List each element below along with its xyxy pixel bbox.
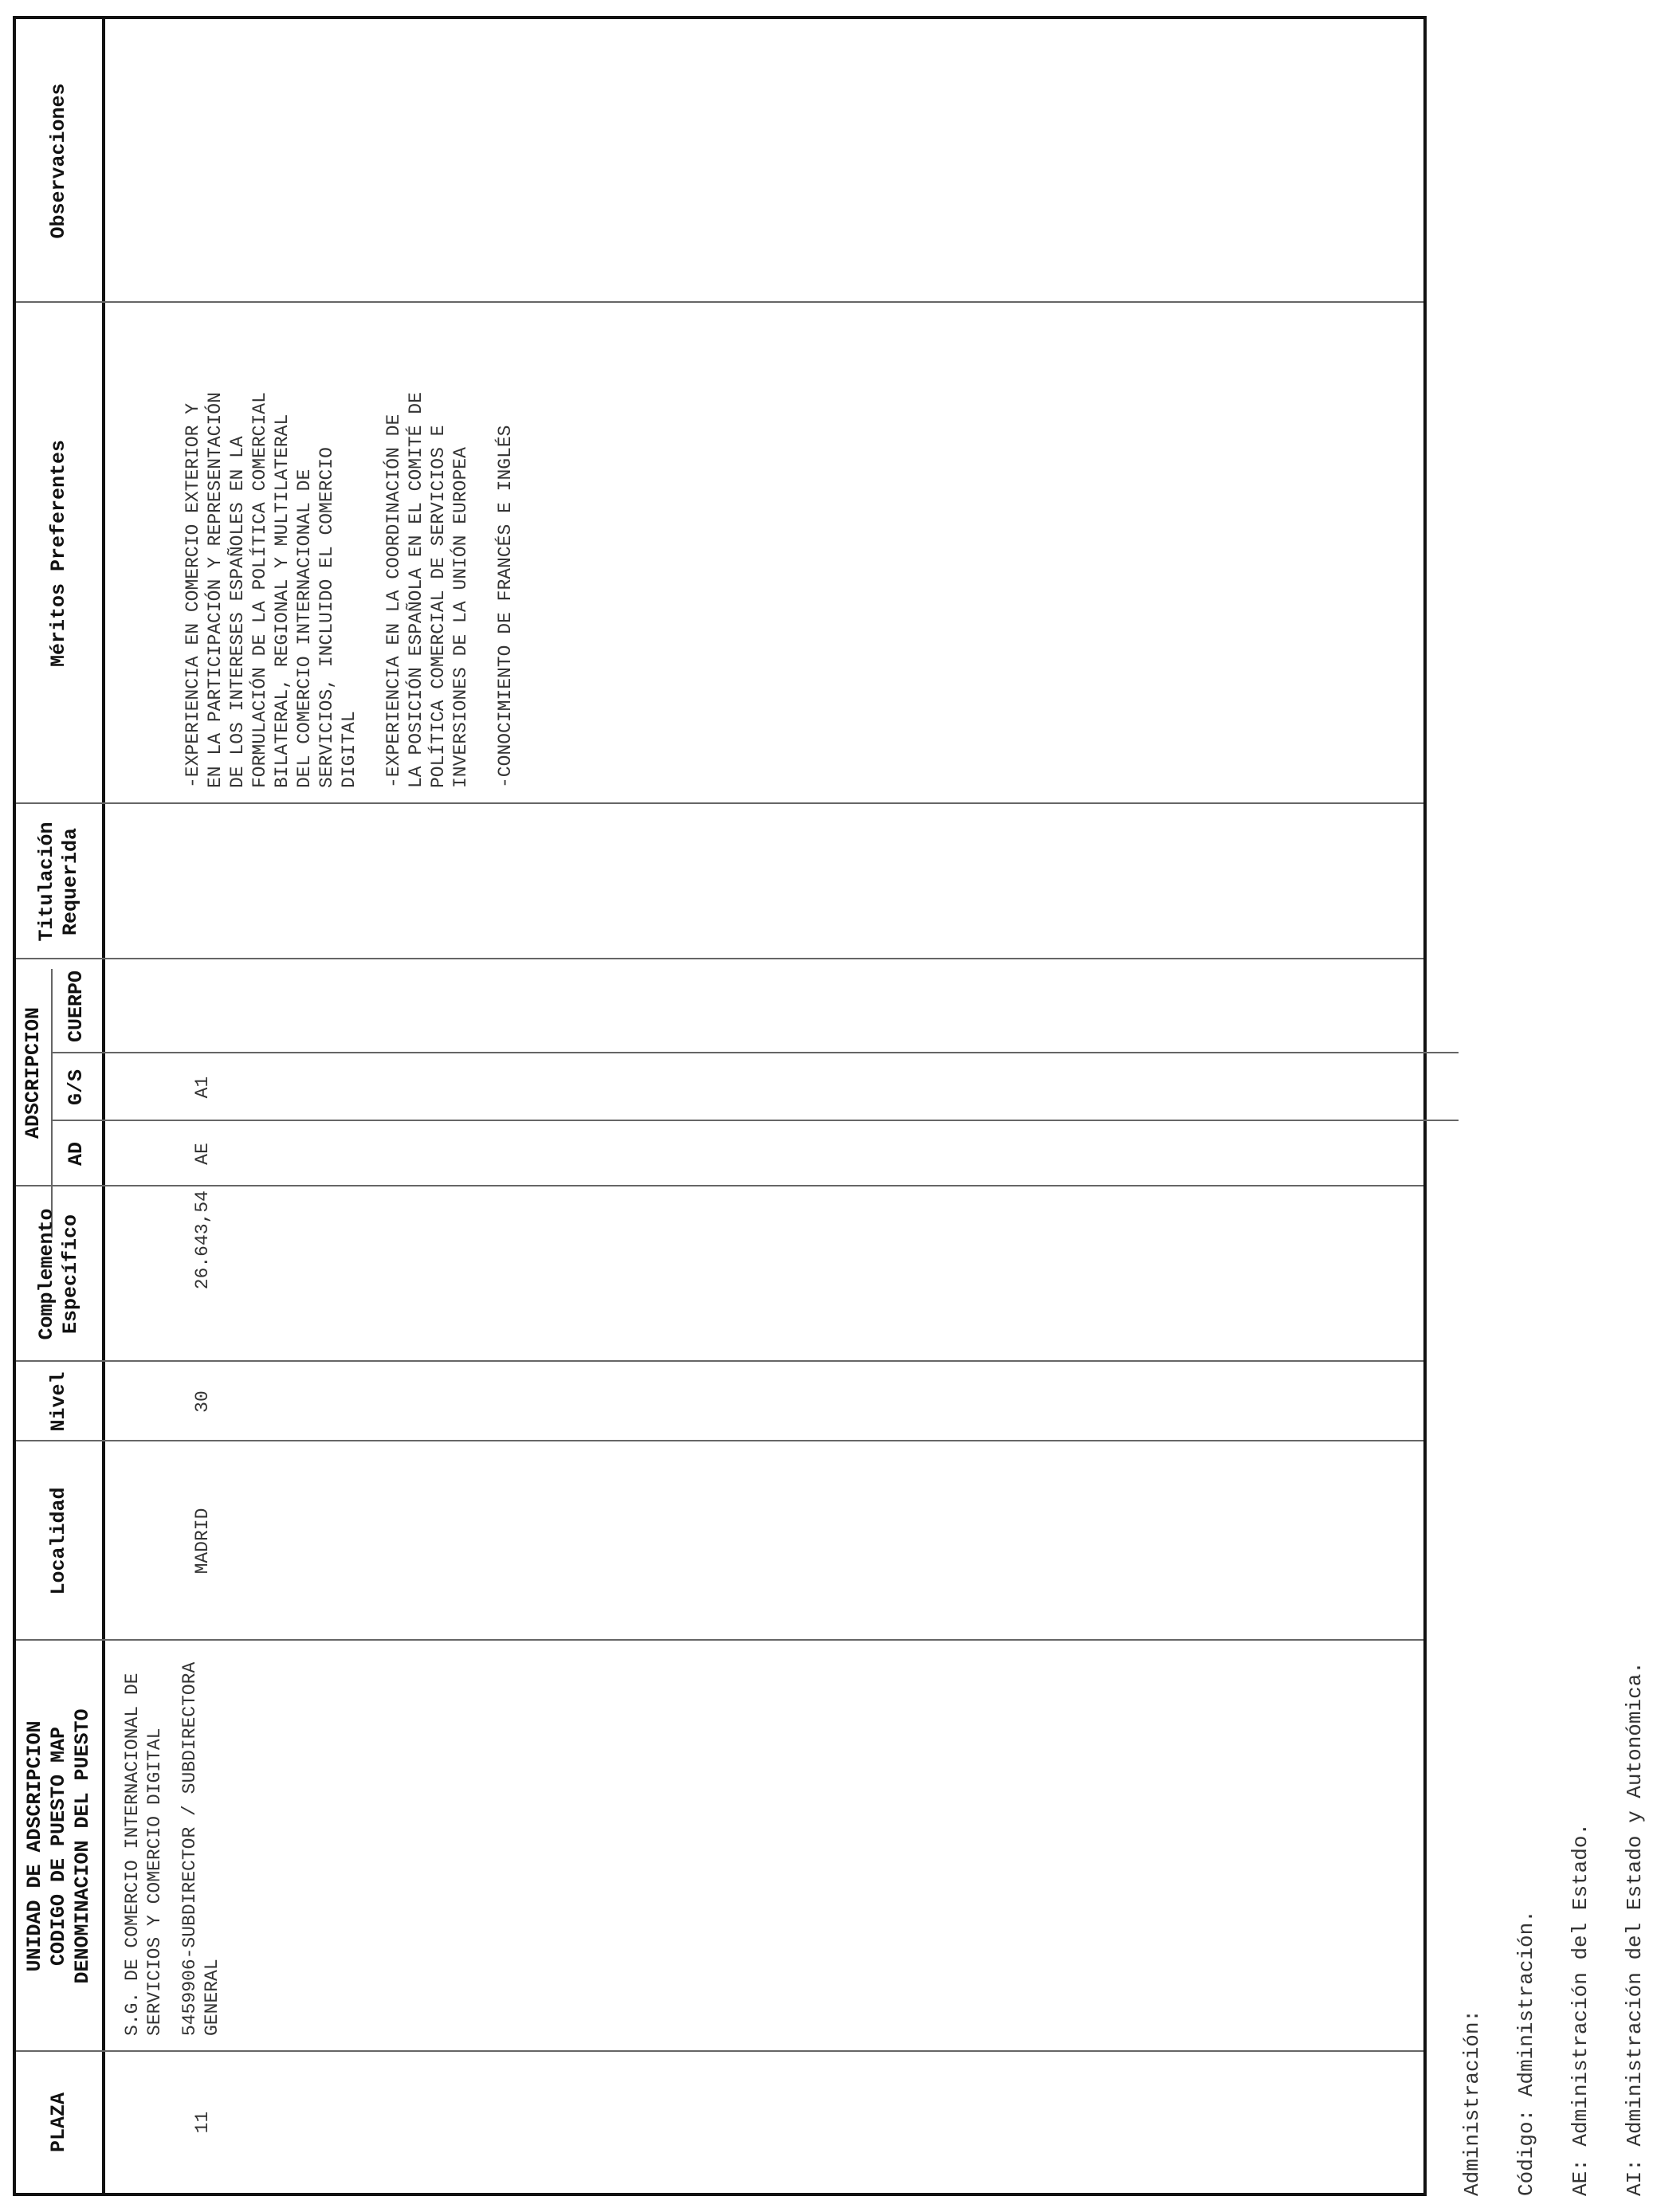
col-rule-1 bbox=[16, 2050, 1423, 2052]
header-gs: G/S bbox=[65, 1069, 88, 1106]
legend-codigo: Código: Administración. bbox=[1514, 1910, 1538, 2196]
legend-administracion: Administración: bbox=[1460, 2009, 1484, 2196]
col-rule-4 bbox=[16, 1360, 1423, 1362]
header-ad: AD bbox=[65, 1142, 88, 1167]
col-rule-8 bbox=[16, 958, 1423, 959]
header-bottom-rule bbox=[102, 19, 105, 2193]
positions-table bbox=[13, 16, 1427, 2196]
header-titulacion: Titulación Requerida bbox=[35, 822, 82, 942]
header-meritos: Méritos Preferentes bbox=[47, 439, 70, 668]
col-rule-6 bbox=[51, 1120, 1459, 1121]
header-nivel: Nivel bbox=[47, 1371, 70, 1432]
legend-ae: AE: Administración del Estado. bbox=[1569, 1822, 1592, 2196]
col-rule-2 bbox=[16, 1639, 1423, 1641]
header-complemento: Complemento Específico bbox=[35, 1208, 82, 1340]
header-localidad: Localidad bbox=[47, 1487, 70, 1595]
header-adscripcion: ADSCRIPCION bbox=[22, 1006, 45, 1139]
col-rule-7 bbox=[51, 1052, 1459, 1053]
cell-localidad: MADRID bbox=[192, 1508, 213, 1575]
col-rule-3 bbox=[16, 1440, 1423, 1441]
header-observaciones: Observaciones bbox=[47, 83, 70, 239]
cell-meritos: -EXPERIENCIA EN COMERCIO EXTERIOR Y EN LA PARTICIPACIÓN Y REPRESENTACIÓN DE LOS INTERESES ESPAÑOLES EN LA FORMULACIÓN DE LA POLÍTICA COMERCIAL BILATERAL, REGIONAL Y MULTILATERAL DEL COMERCIO INTERNACIONAL DE SERVICIOS, INCLUIDO EL COMERCIO DIGITAL -EXPERIENCIA EN LA COORDINACIÓN DE LA POSICIÓN ESPAÑOLA EN EL COMITÉ DE POLÍTICA COMERCIAL DE SERVICIOS E INVERSIONES DE LA UNIÓN EUROPEA -CONOCIMIENTO DE FRANCÉS E INGLÉS bbox=[183, 392, 516, 788]
cell-gs: A1 bbox=[192, 1076, 213, 1099]
col-rule-9 bbox=[16, 802, 1423, 804]
cell-unidad: S.G. DE COMERCIO INTERNACIONAL DE SERVICIOS Y COMERCIO DIGITAL bbox=[122, 1673, 165, 2036]
cell-plaza: 11 bbox=[192, 2111, 213, 2134]
col-rule-5 bbox=[16, 1185, 1423, 1186]
legend-ai: AI: Administración del Estado y Autonómica. bbox=[1623, 1661, 1647, 2196]
header-unidad: UNIDAD DE ADSCRIPCION CODIGO DE PUESTO MAP DENOMINACION DEL PUESTO bbox=[23, 1708, 94, 1984]
header-cuerpo: CUERPO bbox=[65, 971, 88, 1043]
col-rule-10 bbox=[16, 301, 1423, 303]
cell-ad: AE bbox=[192, 1143, 213, 1165]
header-plaza: PLAZA bbox=[47, 2092, 70, 2153]
cell-complemento: 26.643,54 bbox=[192, 1190, 213, 1290]
cell-puesto: 5459906-SUBDIRECTOR / SUBDIRECTORA GENERAL bbox=[179, 1661, 222, 2036]
cell-nivel: 30 bbox=[192, 1390, 213, 1413]
